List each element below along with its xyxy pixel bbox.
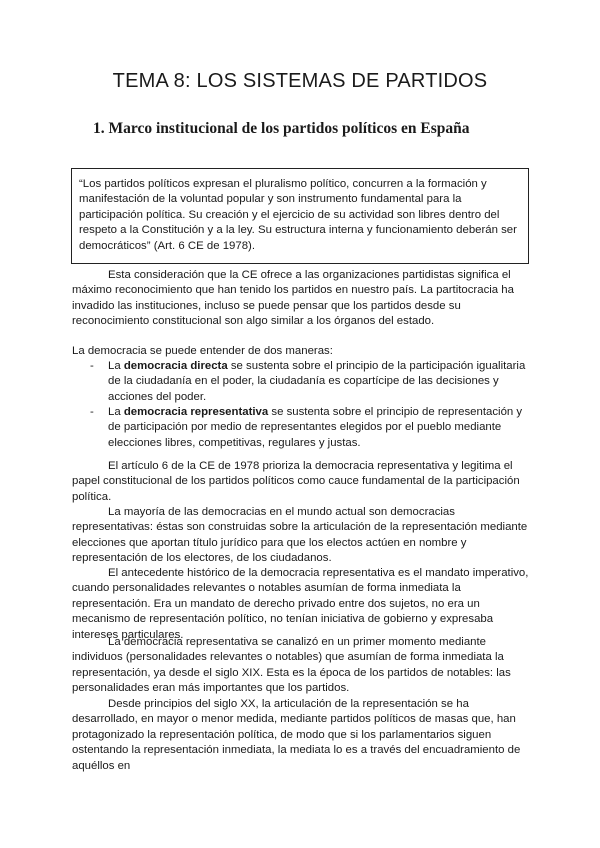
quote-box: “Los partidos políticos expresan el pluralismo político, concurren a la formación y manifestación de la voluntad popular y son instrumento fundamental para la participación política. Su creación y el ejercicio de su actividad son libres dentro del respeto a la Constitución y a la ley. Su estructura interna y funcionamiento deberán ser democráticos” (Art. 6 CE de 1978). <box>71 168 529 264</box>
paragraph-4: El antecedente histórico de la democracia representativa es el mandato imperativo, cuando personalidades relevantes o notables asumían de forma inmediata la representación. Era un mandato de derecho privado entre dos sujetos, no era un mecanismo de representación político, no tenían iniciativa de gobierno y expresaba intereses particulares. <box>72 567 529 641</box>
list-description: se sustenta sobre el principio de representación y de participación por medio de representantes elegidos por el pueblo mediante elecciones libres, competitivas, regulares y justas. <box>108 406 523 449</box>
list-item-direct-democracy <box>91 359 531 405</box>
list-dash: - <box>90 360 94 372</box>
paragraph-1: Esta consideración que la CE ofrece a las organizaciones partidistas significa el máximo reconocimiento que han tenido los partidos en nuestro país. La partitocracia ha invadido las instituciones, incluso se puede pensar que los partidos desde su reconocimiento constitucional son algo similar a los órganos del estado. <box>72 269 514 328</box>
list-item-representative-democracy <box>91 405 531 451</box>
list-prefix: La <box>108 406 124 418</box>
term-representative-democracy: democracia representativa <box>123 406 269 418</box>
list-item-text <box>108 359 531 405</box>
paragraph-5: La democracia representativa se canalizó en un primer momento mediante individuos (personalidades relevantes o notables) que asumían de forma inmediata la representación, ya desde el siglo XIX. Esta es la época de los partidos de notables: las personalidades eran más importantes que los partidos. <box>72 636 511 695</box>
term-direct-democracy: democracia directa <box>123 360 228 372</box>
paragraph-3: La mayoría de las democracias en el mundo actual son democracias representativas: éstas son construidas sobre la articulación de la representación mediante elecciones que aportan título jurídico para que los electos actúen en nombre y representación de los electores, de los ciudadanos. <box>72 506 528 565</box>
list-item-text <box>108 405 531 451</box>
section-heading: 1. Marco institucional de los partidos políticos en España <box>93 120 470 137</box>
list-description: se sustenta sobre el principio de la participación igualitaria de la ciudadanía en el poder, la ciudadanía es copartícipe de las decisiones y acciones del poder. <box>108 360 526 403</box>
list-dash: - <box>90 406 94 418</box>
democracy-intro: La democracia se puede entender de dos maneras: <box>72 345 333 357</box>
page-title: TEMA 8: LOS SISTEMAS DE PARTIDOS <box>112 70 488 92</box>
paragraph-2: El artículo 6 de la CE de 1978 prioriza la democracia representativa y legitima el papel constitucional de los partidos políticos como cauce fundamental de la participación política. <box>72 460 520 503</box>
paragraph-6: Desde principios del siglo XX, la articulación de la representación se ha desarrollado, en mayor o menor medida, mediante partidos políticos de masas que, han protagonizado la representación política, de modo que si los parlamentarios siguen ostentando la representación inmediata, la mediata lo es a través del encuadramiento de aquéllos en <box>72 698 521 772</box>
list-prefix: La <box>108 360 124 372</box>
